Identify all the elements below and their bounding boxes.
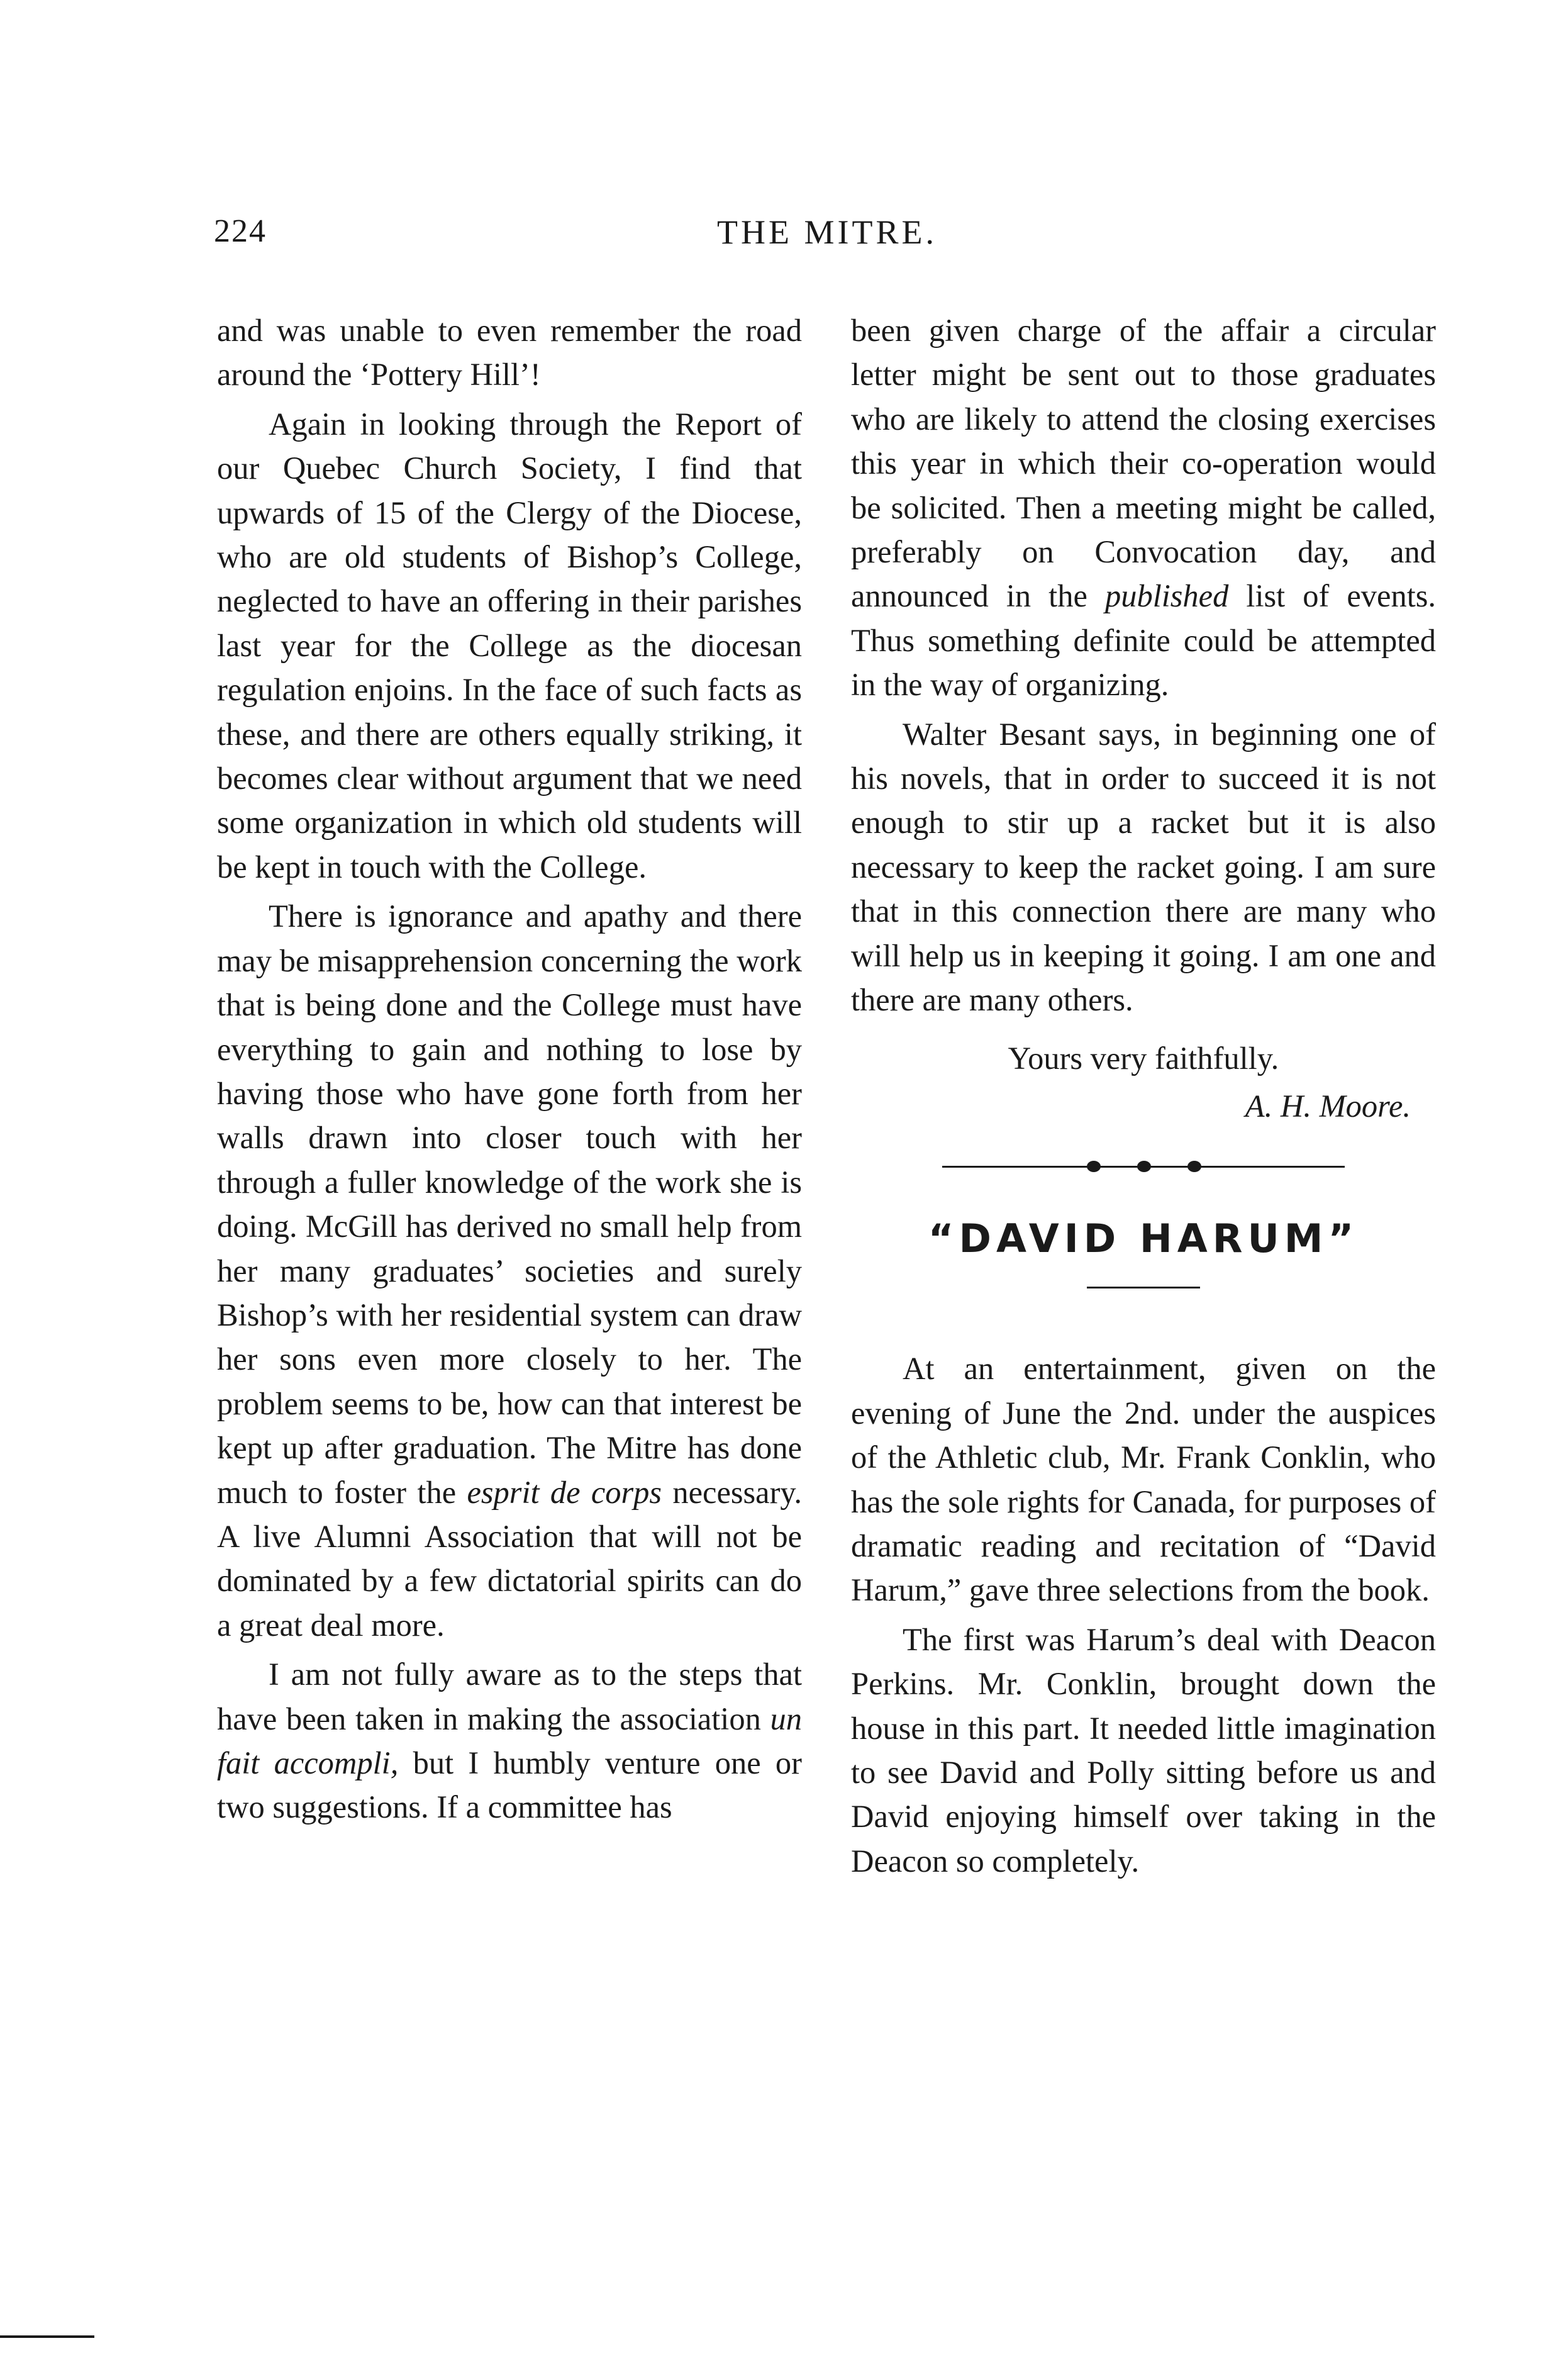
left-paragraph-1: and was unable to even remember the road around the ‘Pottery Hill’! — [217, 313, 802, 393]
letter-signature: A. H. Moore. — [1245, 1088, 1411, 1124]
left-paragraph-3-italic: esprit de corps — [467, 1474, 662, 1510]
left-column — [217, 308, 802, 1830]
left-paragraph-4-text-b: but I humbly venture one or two suggestions. If a committee has — [217, 1745, 802, 1825]
running-title: THE MITRE. — [717, 213, 937, 251]
ornament-dot — [1087, 1161, 1101, 1172]
left-paragraph-4 — [217, 1652, 802, 1830]
section-title: “DAVID HARUM” — [928, 1216, 1359, 1262]
right-column — [851, 308, 1436, 1883]
right-paragraph-1-text-a: been given charge of the affair a circular letter might be sent out to those graduates who are likely to attend the closing exercises this year in which their co-operation would be solicited. Then a meeting might be called, preferably on Convocation day, and announced in the — [851, 313, 1436, 614]
left-paragraph-3-text-a: There is ignorance and apathy and there may be misapprehension concerning the work that is being done and the College must have everything to gain and nothing to lose by having those who have gone forth from her walls drawn into closer touch with her through a fuller knowledge of the work she is doing. McGill has derived no small help from her many graduates’ societies and surely Bishop’s with her residential system can draw her sons even more closely to her. The problem seems to be, how can that interest be kept up after graduation. The Mitre has done much to foster the — [217, 898, 802, 1510]
title-rule — [1087, 1287, 1200, 1288]
right-paragraph-4: The first was Harum’s deal with Deacon Perkins. Mr. Conklin, brought down the house in this part. It needed little imagination to see David and Polly sitting before us and David enjoying himself over taking in the Deacon so completely. — [851, 1621, 1436, 1879]
left-paragraph-4-text-a: I am not fully aware as to the steps that have been taken in making the association — [217, 1657, 802, 1736]
ornament-dot — [1137, 1161, 1151, 1172]
right-paragraph-2: Walter Besant says, in beginning one of his novels, that in order to succeed it is not enough to stir up a racket but it is also necessary to keep the racket going. I am sure that in this connection there are many who will help us in keeping it going. I am one and there are many others. — [851, 716, 1436, 1018]
right-paragraph-1 — [851, 308, 1436, 707]
ornament-dot — [1187, 1161, 1201, 1172]
right-paragraph-1-italic: published — [1104, 578, 1229, 614]
right-paragraph-3: At an entertainment, given on the evening of June the 2nd. under the auspices of the Athletic club, Mr. Frank Conklin, who has the sole rights for Canada, for purposes of dramatic reading and recitation of “David Harum,” gave three selections from the book. — [851, 1351, 1436, 1608]
right-paragraph-1-text-b: list of events. Thus something definite could be attempted in the way of organizing. — [851, 578, 1437, 703]
edge-mark — [0, 2335, 94, 2338]
letter-closing: Yours very faithfully. — [1008, 1040, 1279, 1076]
left-paragraph-3 — [217, 894, 802, 1647]
left-paragraph-3-text-b: necessary. A live Alumni Association that will not be dominated by a few dictatorial spirits can do a great deal more. — [217, 1474, 802, 1643]
page-header — [214, 213, 1440, 263]
page-number: 224 — [214, 213, 267, 249]
ornamental-divider — [942, 1157, 1345, 1176]
left-paragraph-2: Again in looking through the Report of our Quebec Church Society, I find that upwards of 15 of the Clergy of the Diocese, who are old students of Bishop’s College, neglected to have an offering in their parishes last year for the College as the diocesan regulation enjoins. In the face of such facts as these, and there are others equally striking, it becomes clear without argument that we need some organization in which old students will be kept in touch with the College. — [217, 406, 802, 885]
left-paragraph-4-italic: un fait accompli, — [217, 1701, 803, 1780]
